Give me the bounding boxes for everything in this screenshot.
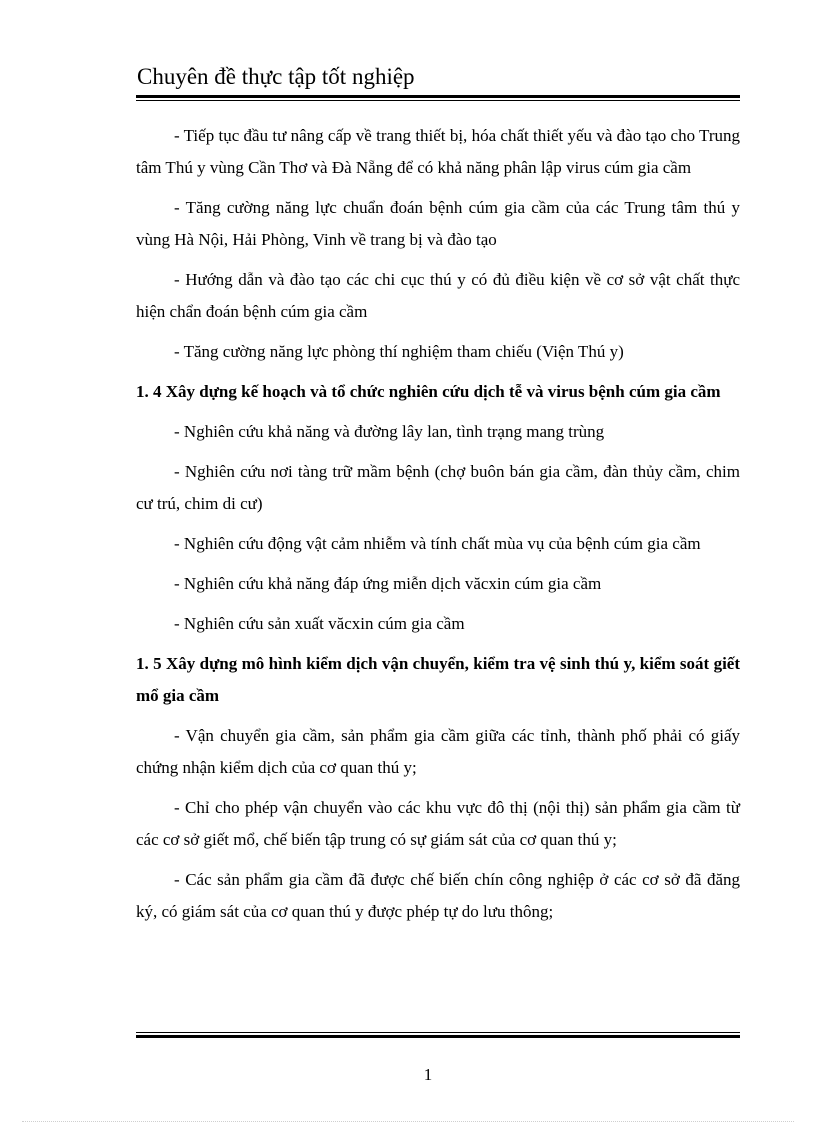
paragraph: - Tăng cường năng lực chuẩn đoán bệnh cúm gia cầm của các Trung tâm thú y vùng Hà Nội, Hải Phòng, Vinh về trang bị và đào tạo [136,198,740,249]
page-header-title: Chuyên đề thực tập tốt nghiệp [137,64,415,89]
paragraph: - Tăng cường năng lực phòng thí nghiệm tham chiếu (Viện Thú y) [174,342,624,361]
page-edge-dotted-line [22,1121,794,1122]
paragraph: - Nghiên cứu động vật cảm nhiễm và tính chất mùa vụ của bệnh cúm gia cầm [174,534,701,553]
paragraph: - Hướng dẫn và đào tạo các chi cục thú y có đủ điều kiện về cơ sở vật chất thực hiện chẩn đoán bệnh cúm gia cầm [136,270,740,321]
document-body [136,120,740,936]
header-double-rule [136,95,740,101]
paragraph: - Nghiên cứu nơi tàng trữ mầm bệnh (chợ buôn bán gia cầm, đàn thủy cầm, chim cư trú, chim di cư) [136,462,740,513]
paragraph: - Nghiên cứu khả năng đáp ứng miễn dịch văcxin cúm gia cầm [174,574,602,593]
paragraph: - Chỉ cho phép vận chuyển vào các khu vực đô thị (nội thị) sản phẩm gia cầm từ các cơ sở giết mổ, chế biến tập trung có sự giám sát của cơ quan thú y; [136,798,740,849]
page-number: 1 [423,1065,433,1084]
footer-double-rule [136,1032,740,1038]
paragraph: - Các sản phẩm gia cầm đã được chế biến chín công nghiệp ở các cơ sở đã đăng ký, có giám sát của cơ quan thú y được phép tự do lưu thông; [136,870,740,921]
paragraph: - Vận chuyển gia cầm, sản phẩm gia cầm giữa các tỉnh, thành phố phải có giấy chứng nhận kiểm dịch của cơ quan thú y; [136,726,740,777]
paragraph: - Nghiên cứu sản xuất văcxin cúm gia cầm [174,614,465,633]
paragraph: - Nghiên cứu khả năng và đường lây lan, tình trạng mang trùng [174,422,605,441]
section-heading: 1. 4 Xây dựng kế hoạch và tổ chức nghiên cứu dịch tễ và virus bệnh cúm gia cầm [136,382,721,401]
paragraph: - Tiếp tục đầu tư nâng cấp về trang thiết bị, hóa chất thiết yếu và đào tạo cho Trung tâm Thú y vùng Cần Thơ và Đà Nẵng để có khả năng phân lập virus cúm gia cầm [136,126,740,177]
section-heading: 1. 5 Xây dựng mô hình kiểm dịch vận chuyển, kiểm tra vệ sinh thú y, kiểm soát giết mổ gia cầm [136,654,740,705]
